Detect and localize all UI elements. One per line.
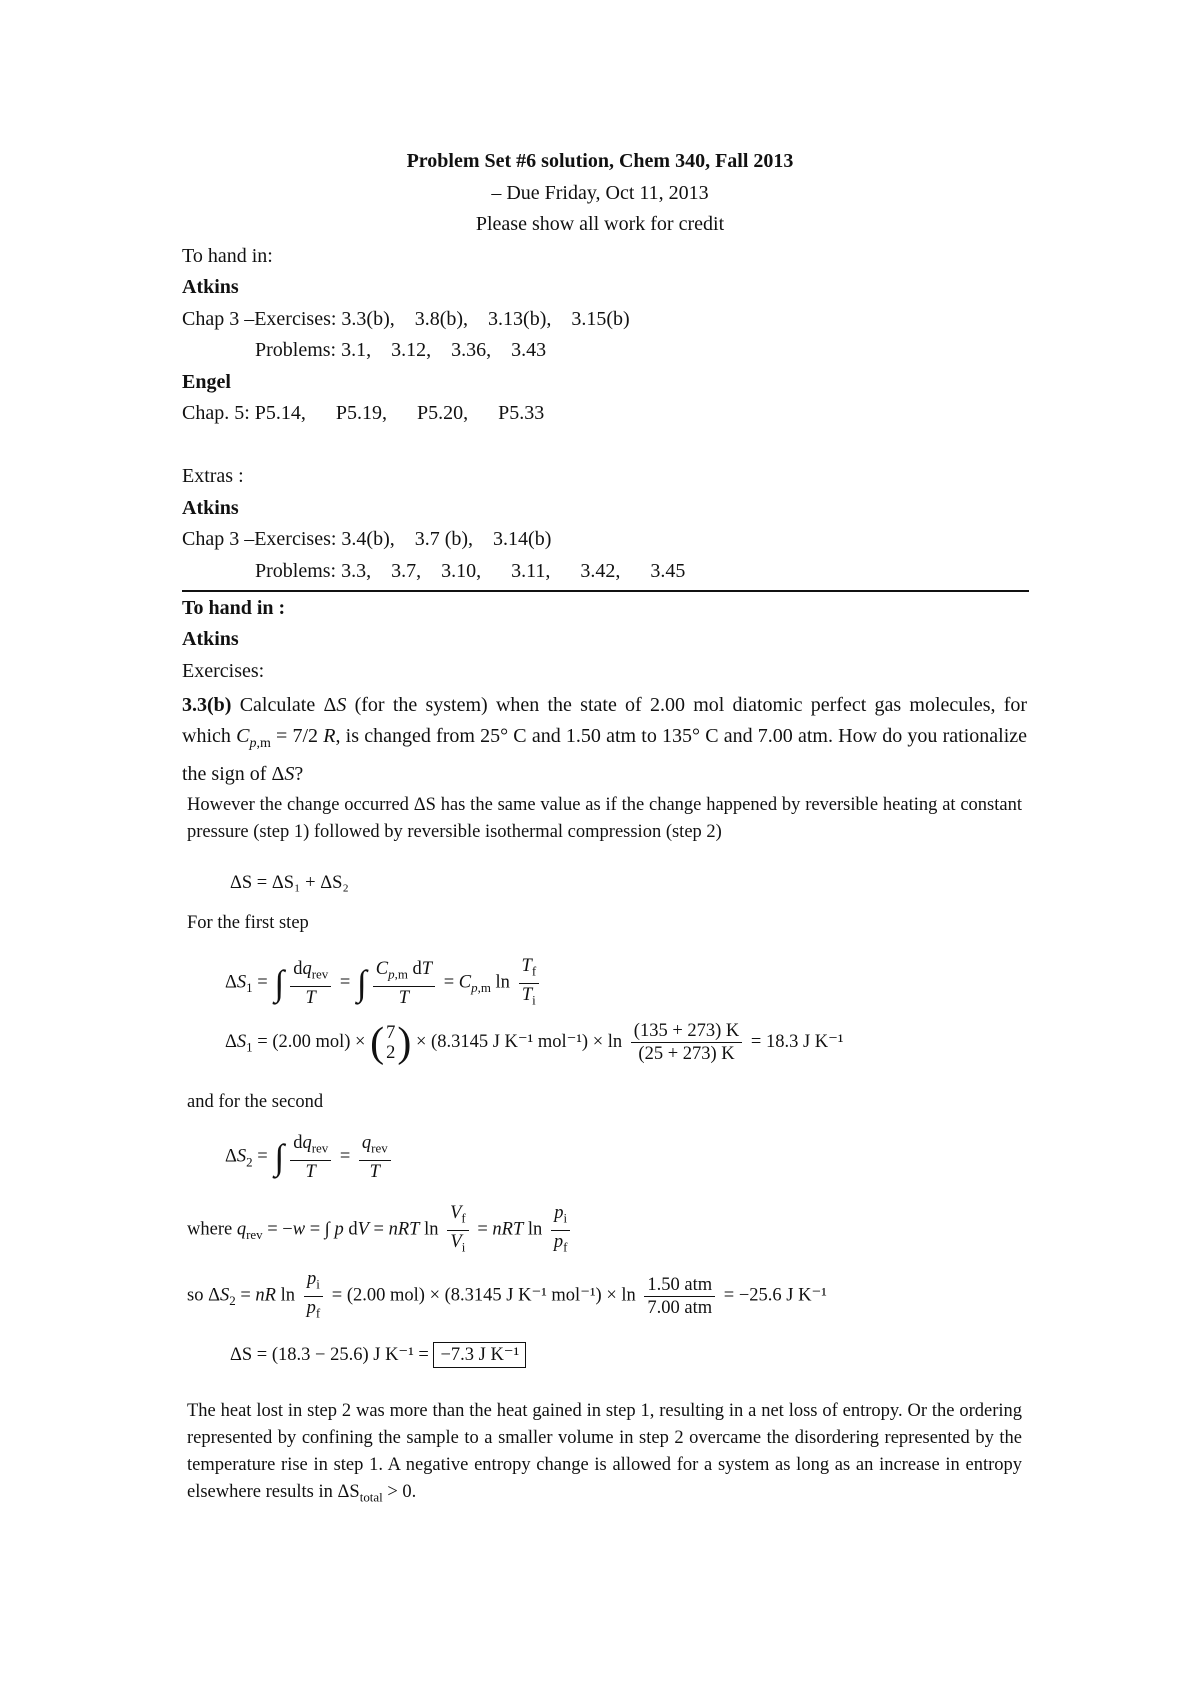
atkins-exercises: Chap 3 –Exercises: 3.3(b), 3.8(b), 3.13(b), 3.15(b) bbox=[182, 308, 630, 330]
due-date: – Due Friday, Oct 11, 2013 bbox=[491, 182, 709, 204]
credit-note: Please show all work for credit bbox=[475, 213, 725, 235]
section-divider bbox=[182, 590, 1029, 592]
boxed-answer: −7.3 J K⁻¹ bbox=[433, 1342, 526, 1368]
extras-exercises: Chap 3 –Exercises: 3.4(b), 3.7 (b), 3.14(b) bbox=[182, 528, 552, 550]
second-step-label: and for the second bbox=[187, 1092, 324, 1112]
to-hand-in-label: To hand in: bbox=[182, 245, 273, 267]
equation-s2-numeric: so $\Delta S_2$ = nR ln $\frac{p_i}{p_f}$ = (2.00 mol) × (8.3145 J K⁻¹ mol⁻¹) × ln $\frac{\text{1.50 atm}}{\text{7.00 atm}}$ = −25.6 J K⁻¹ bbox=[187, 1269, 827, 1321]
first-step-label: For the first step bbox=[187, 913, 309, 933]
equation-total: ΔS = ΔS₁ + ΔS₂ bbox=[230, 873, 349, 893]
atkins-label: Atkins bbox=[182, 276, 239, 298]
extras-problems: Problems: 3.3, 3.7, 3.10, 3.11, 3.42, 3.45 bbox=[255, 560, 686, 582]
conclusion: The heat lost in step 2 was more than the heat gained in step 1, resulting in a net loss of entropy. Or the ordering represented by confining the sample to a smaller volume in step 2 overcame the disordering represented by the temperature rise in step 1. A negative entropy change is allowed for a system as long as an increase in entropy elsewhere results in $\Delta S_{total} > 0$. bbox=[187, 1401, 1022, 1505]
equation-qrev: where $q_{rev} = -w$ = ∫ p dV = nRT ln $\frac{V_f}{V_i}$ = nRT ln $\frac{p_i}{p_f}$ bbox=[187, 1202, 574, 1258]
question-text: 3.3(b) Calculate ΔS (for the system) when the state of 2.00 mol diatomic perfect gas molecules, for which $C_{p,m} = 7/2$ R, is changed from 25° C and 1.50 atm to 135° C and 7.00 atm. How do you rationalize the sign of ΔS? bbox=[182, 694, 1028, 785]
extras-label: Extras : bbox=[182, 465, 244, 487]
extras-atkins-label: Atkins bbox=[182, 497, 239, 519]
solution-atkins-heading: Atkins bbox=[182, 628, 239, 650]
atkins-problems: Problems: 3.1, 3.12, 3.36, 3.43 bbox=[255, 339, 547, 361]
equation-s2-definition: $\Delta S_2$ = ∫ $\frac{dq_{rev}}{T}$ = $\frac{q_{rev}}{T}$ bbox=[225, 1132, 395, 1183]
page-title: Problem Set #6 solution, Chem 340, Fall 2013 bbox=[406, 150, 794, 172]
solution-intro: However the change occurred ΔS has the same value as if the change happened by reversible heating at constant pressure (step 1) followed by reversible isothermal compression (step 2) bbox=[187, 795, 1022, 842]
exercises-heading: Exercises: bbox=[182, 660, 265, 682]
equation-final-result: ΔS = (18.3 − 25.6) J K⁻¹ = −7.3 J K⁻¹ bbox=[230, 1344, 526, 1366]
equation-s1-definition: $\Delta S_1$ = ∫ $\frac{dq_{rev}}{T}$ = ∫ $\frac{C_{p,m} dT}{T}$ = $C_{p,m}$ ln $\frac{T_f}{T_i}$ bbox=[225, 955, 543, 1011]
solution-heading: To hand in : bbox=[182, 597, 286, 619]
equation-s1-numeric: $\Delta S_1 = (2.00$ mol) × ( 7 2 ) × (8.3145 J K⁻¹ mol⁻¹) × ln $\frac{(135 + 273) K}{(25 + 273) K}$ = 18.3 J K⁻¹ bbox=[225, 1019, 844, 1066]
engel-problems: Chap. 5: P5.14, P5.19, P5.20, P5.33 bbox=[182, 402, 545, 424]
engel-label: Engel bbox=[182, 371, 231, 393]
question-number: 3.3(b) bbox=[182, 694, 232, 716]
